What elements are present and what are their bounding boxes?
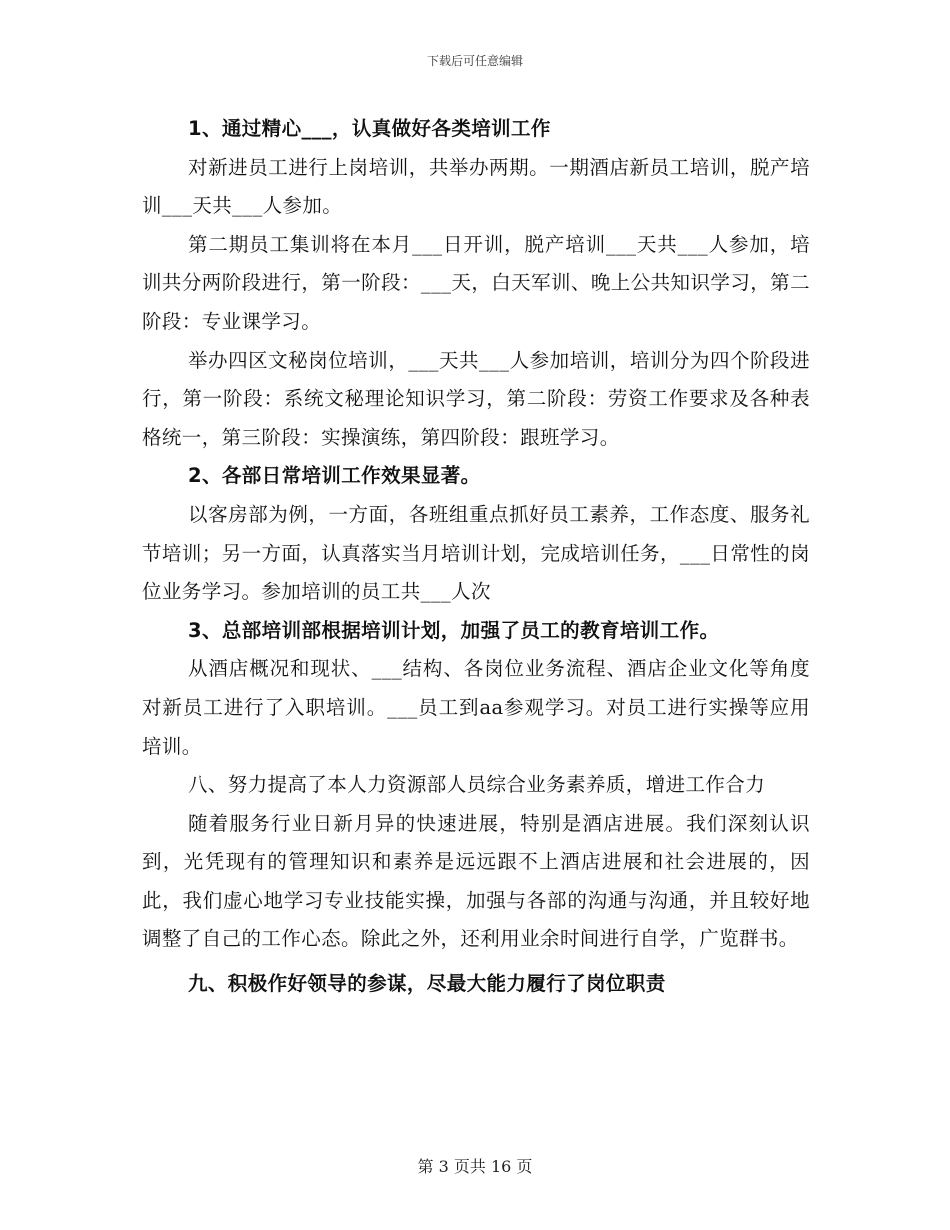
section-heading-8: 八、努力提高了本人力资源部人员综合业务素养质，增进工作合力: [188, 773, 766, 797]
section-heading-1: 1、通过精心___，认真做好各类培训工作: [188, 117, 551, 140]
paragraph: 从酒店概况和现状、___结构、各岗位业务流程、酒店企业文化等角度对新员工进行了入职培训。___员工到aa参观学习。对员工进行实操等应用培训。: [142, 657, 810, 758]
paragraph: 举办四区文秘岗位培训，___天共___人参加培训，培训分为四个阶段进行，第一阶段：系统文秘理论知识学习，第二阶段：劳资工作要求及各种表格统一，第三阶段：实操演练，第四阶段：跟班学习。: [142, 348, 810, 449]
page-header: 下载后可任意编辑: [426, 54, 523, 68]
page-footer: 第 3 页共 16 页: [417, 1157, 533, 1176]
paragraph: 第二期员工集训将在本月___日开训，脱产培训___天共___人参加，培训共分两阶段进行，第一阶段：___天，白天军训、晚上公共知识学习，第二阶段：专业课学习。: [142, 232, 810, 333]
paragraph: 对新进员工进行上岗培训，共举办两期。一期酒店新员工培训，脱产培训___天共___人参加。: [142, 155, 810, 218]
paragraph: 随着服务行业日新月异的快速进展，特别是酒店进展。我们深刻认识到，光凭现有的管理知识和素养是远远跟不上酒店进展和社会进展的，因此，我们虚心地学习专业技能实操，加强与各部的沟通与沟通，并且较好地调整了自己的工作心态。除此之外，还利用业余时间进行自学，广览群书。: [142, 811, 810, 951]
document-body: [142, 110, 810, 1004]
section-heading-9: 九、积极作好领导的参谋，尽最大能力履行了岗位职责: [188, 972, 666, 996]
section-heading-3: 3、总部培训部根据培训计划，加强了员工的教育培训工作。: [188, 618, 720, 642]
paragraph: 以客房部为例，一方面，各班组重点抓好员工素养，工作态度、服务礼节培训；另一方面，认真落实当月培训计划，完成培训任务，___日常性的岗位业务学习。参加培训的员工共___人次: [142, 502, 810, 604]
section-heading-2: 2、各部日常培训工作效果显著。: [188, 464, 481, 488]
